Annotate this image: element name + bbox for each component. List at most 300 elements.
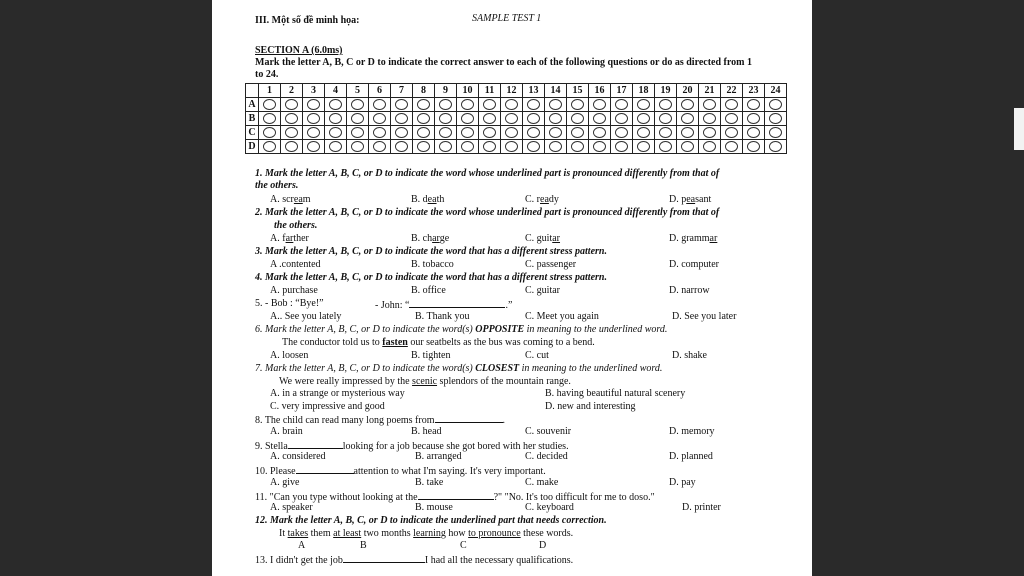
q9-option-d: D. planned	[669, 451, 713, 462]
answer-cell	[523, 126, 545, 140]
grid-column-number: 19	[655, 84, 677, 98]
answer-cell	[721, 126, 743, 140]
answer-bubble[interactable]	[593, 113, 606, 124]
answer-bubble[interactable]	[307, 113, 320, 124]
answer-bubble[interactable]	[351, 127, 364, 138]
q10-stem: 10. Please attention to what I'm saying. It's very important.	[255, 466, 546, 477]
grid-row-label: A	[246, 98, 259, 112]
q12-sentence: It takes them at least two months learning how to pronounce these words.	[279, 528, 574, 539]
answer-cell	[457, 112, 479, 126]
answer-bubble[interactable]	[637, 99, 650, 110]
answer-cell	[369, 112, 391, 126]
answer-bubble[interactable]	[505, 99, 518, 110]
answer-bubble[interactable]	[571, 141, 584, 152]
answer-cell	[457, 140, 479, 154]
answer-bubble[interactable]	[461, 113, 474, 124]
answer-bubble[interactable]	[483, 141, 496, 152]
answer-cell	[347, 140, 369, 154]
answer-bubble[interactable]	[725, 141, 738, 152]
grid-row-label: C	[246, 126, 259, 140]
answer-cell	[611, 112, 633, 126]
answer-bubble[interactable]	[395, 113, 408, 124]
q7-stem: 7. Mark the letter A, B, C, or D to indicate the word(s) CLOSEST in meaning to the underlined word.	[255, 363, 663, 374]
answer-bubble[interactable]	[417, 113, 430, 124]
answer-bubble[interactable]	[307, 127, 320, 138]
answer-bubble[interactable]	[725, 127, 738, 138]
q8-option-a: A. brain	[270, 426, 303, 437]
answer-cell	[743, 98, 765, 112]
answer-bubble[interactable]	[769, 113, 782, 124]
answer-cell	[765, 112, 787, 126]
answer-bubble[interactable]	[703, 113, 716, 124]
answer-cell	[457, 126, 479, 140]
q3-stem: 3. Mark the letter A, B, C, or D to indicate the word that has a different stress pattern.	[255, 246, 607, 257]
answer-bubble[interactable]	[263, 99, 276, 110]
section-a-title: SECTION A (6.0ms)	[255, 45, 343, 56]
answer-bubble[interactable]	[725, 113, 738, 124]
answer-bubble[interactable]	[747, 99, 760, 110]
answer-bubble[interactable]	[373, 113, 386, 124]
answer-cell	[435, 112, 457, 126]
grid-column-number: 18	[633, 84, 655, 98]
answer-cell	[303, 126, 325, 140]
answer-cell	[479, 126, 501, 140]
answer-cell	[479, 140, 501, 154]
answer-bubble[interactable]	[373, 127, 386, 138]
q7-option-b: B. having beautiful natural scenery	[545, 388, 686, 399]
q11-option-d: D. printer	[682, 502, 721, 513]
q4-option-d: D. narrow	[669, 285, 710, 296]
answer-bubble[interactable]	[659, 127, 672, 138]
answer-cell	[347, 98, 369, 112]
q10-option-d: D. pay	[669, 477, 696, 488]
q6-option-d: D. shake	[672, 350, 707, 361]
answer-bubble[interactable]	[461, 141, 474, 152]
answer-cell	[655, 112, 677, 126]
answer-grid	[245, 83, 787, 154]
answer-bubble[interactable]	[593, 127, 606, 138]
answer-cell	[765, 126, 787, 140]
answer-bubble[interactable]	[263, 141, 276, 152]
q6-sentence: The conductor told us to fasten our seatbelts as the bus was coming to a bend.	[282, 337, 595, 348]
answer-cell	[501, 112, 523, 126]
grid-corner	[246, 84, 259, 98]
q2-option-a: A. farther	[270, 233, 309, 244]
answer-cell	[633, 126, 655, 140]
q1-stem: 1. Mark the letter A, B, C, or D to indicate the word whose underlined part is pronounced differently from that of	[255, 168, 720, 179]
answer-bubble[interactable]	[703, 127, 716, 138]
grid-column-number: 6	[369, 84, 391, 98]
q7-option-d: D. new and interesting	[545, 401, 636, 412]
grid-column-number: 24	[765, 84, 787, 98]
answer-bubble[interactable]	[593, 99, 606, 110]
answer-cell	[369, 126, 391, 140]
answer-bubble[interactable]	[637, 113, 650, 124]
q11-option-b: B. mouse	[415, 502, 453, 513]
q12-label-c: C	[460, 540, 467, 551]
answer-cell	[501, 98, 523, 112]
q5-option-d: D. See you later	[672, 311, 737, 322]
answer-cell	[413, 98, 435, 112]
section-a-instruction: Mark the letter A, B, C or D to indicate the correct answer to each of the following questions or do as directed from 1	[255, 57, 752, 68]
answer-cell	[545, 126, 567, 140]
answer-cell	[501, 126, 523, 140]
q1-option-a: A. scream	[270, 194, 311, 205]
q2-stem: 2. Mark the letter A, B, C, or D to indicate the word whose underlined part is pronounced differently from that of	[255, 207, 720, 218]
grid-column-number: 4	[325, 84, 347, 98]
answer-cell	[369, 98, 391, 112]
answer-grid-row	[246, 98, 787, 112]
answer-bubble[interactable]	[549, 99, 562, 110]
answer-bubble[interactable]	[483, 113, 496, 124]
grid-column-number: 11	[479, 84, 501, 98]
q5-option-a: A.. See you lately	[270, 311, 342, 322]
answer-bubble[interactable]	[439, 113, 452, 124]
grid-column-number: 13	[523, 84, 545, 98]
answer-cell	[655, 98, 677, 112]
answer-cell	[303, 112, 325, 126]
q9-option-c: C. decided	[525, 451, 568, 462]
q1-option-b: B. death	[411, 194, 445, 205]
answer-bubble[interactable]	[505, 127, 518, 138]
q5-dialogue-bob: 5. - Bob : “Bye!”	[255, 298, 324, 309]
answer-cell	[743, 126, 765, 140]
answer-cell	[281, 98, 303, 112]
grid-row-label: D	[246, 140, 259, 154]
answer-bubble[interactable]	[417, 99, 430, 110]
answer-cell	[457, 98, 479, 112]
answer-cell	[369, 140, 391, 154]
grid-column-number: 23	[743, 84, 765, 98]
answer-cell	[391, 98, 413, 112]
answer-cell	[765, 98, 787, 112]
answer-bubble[interactable]	[461, 99, 474, 110]
answer-cell	[721, 112, 743, 126]
answer-cell	[699, 126, 721, 140]
answer-bubble[interactable]	[549, 127, 562, 138]
answer-bubble[interactable]	[571, 99, 584, 110]
answer-bubble[interactable]	[329, 113, 342, 124]
answer-cell	[281, 140, 303, 154]
q3-option-d: D. computer	[669, 259, 719, 270]
q12-label-a: A	[298, 540, 306, 551]
grid-column-number: 15	[567, 84, 589, 98]
answer-cell	[347, 126, 369, 140]
answer-bubble[interactable]	[703, 99, 716, 110]
answer-bubble[interactable]	[769, 99, 782, 110]
answer-cell	[347, 112, 369, 126]
q7-option-c: C. very impressive and good	[270, 401, 385, 412]
answer-bubble[interactable]	[747, 113, 760, 124]
q5-option-c: C. Meet you again	[525, 311, 599, 322]
answer-bubble[interactable]	[307, 99, 320, 110]
answer-cell	[699, 140, 721, 154]
answer-bubble[interactable]	[681, 127, 694, 138]
q2-option-c: C. guitar	[525, 233, 561, 244]
answer-cell	[677, 126, 699, 140]
answer-cell	[303, 140, 325, 154]
section-heading: III. Một số đề minh họa:	[255, 15, 360, 26]
answer-cell	[721, 98, 743, 112]
answer-bubble[interactable]	[329, 141, 342, 152]
answer-cell	[743, 112, 765, 126]
q12-label-b: B	[360, 540, 367, 551]
q4-option-c: C. guitar	[525, 285, 560, 296]
answer-bubble[interactable]	[417, 127, 430, 138]
answer-cell	[655, 140, 677, 154]
answer-bubble[interactable]	[439, 99, 452, 110]
answer-cell	[721, 140, 743, 154]
answer-bubble[interactable]	[725, 99, 738, 110]
answer-bubble[interactable]	[549, 113, 562, 124]
grid-row-label: B	[246, 112, 259, 126]
answer-cell	[303, 98, 325, 112]
answer-grid-header	[246, 84, 787, 98]
grid-column-number: 8	[413, 84, 435, 98]
answer-cell	[699, 98, 721, 112]
q6-option-a: A. loosen	[270, 350, 309, 361]
grid-column-number: 2	[281, 84, 303, 98]
answer-bubble[interactable]	[483, 99, 496, 110]
adjacent-window-edge	[1014, 108, 1024, 150]
grid-column-number: 5	[347, 84, 369, 98]
test-title: SAMPLE TEST 1	[472, 13, 542, 24]
answer-cell	[567, 140, 589, 154]
answer-cell	[413, 126, 435, 140]
answer-cell	[633, 112, 655, 126]
answer-bubble[interactable]	[285, 99, 298, 110]
q10-option-c: C. make	[525, 477, 559, 488]
answer-cell	[523, 112, 545, 126]
answer-bubble[interactable]	[747, 141, 760, 152]
section-a-instruction-cont: to 24.	[255, 69, 279, 80]
q8-stem: 8. The child can read many long poems from .	[255, 415, 505, 426]
q8-option-b: B. head	[411, 426, 442, 437]
answer-bubble[interactable]	[527, 99, 540, 110]
q2-stem-cont: the others.	[274, 220, 318, 231]
answer-bubble[interactable]	[637, 127, 650, 138]
q8-option-c: C. souvenir	[525, 426, 572, 437]
q10-option-a: A. give	[270, 477, 300, 488]
q7-sentence: We were really impressed by the scenic splendors of the mountain range.	[279, 376, 571, 387]
answer-cell	[413, 140, 435, 154]
answer-cell	[655, 126, 677, 140]
answer-bubble[interactable]	[681, 141, 694, 152]
answer-bubble[interactable]	[615, 99, 628, 110]
answer-cell	[391, 140, 413, 154]
grid-column-number: 12	[501, 84, 523, 98]
answer-cell	[567, 126, 589, 140]
q8-option-d: D. memory	[669, 426, 715, 437]
answer-bubble[interactable]	[285, 141, 298, 152]
grid-column-number: 14	[545, 84, 567, 98]
answer-cell	[391, 126, 413, 140]
answer-cell	[589, 126, 611, 140]
answer-bubble[interactable]	[659, 99, 672, 110]
q1-stem-cont: the others.	[255, 180, 299, 191]
answer-bubble[interactable]	[329, 99, 342, 110]
answer-bubble[interactable]	[307, 141, 320, 152]
answer-cell	[391, 112, 413, 126]
answer-grid-row	[246, 112, 787, 126]
answer-bubble[interactable]	[395, 141, 408, 152]
q4-stem: 4. Mark the letter A, B, C, or D to indicate the word that has a different stress pattern.	[255, 272, 607, 283]
q10-option-b: B. take	[415, 477, 444, 488]
q3-option-a: A .contented	[270, 259, 321, 270]
q5-dialogue-john: - John: “ .”	[375, 300, 513, 311]
answer-cell	[633, 140, 655, 154]
answer-bubble[interactable]	[659, 141, 672, 152]
answer-cell	[259, 140, 281, 154]
answer-cell	[545, 140, 567, 154]
answer-bubble[interactable]	[681, 99, 694, 110]
answer-cell	[325, 140, 347, 154]
answer-cell	[259, 126, 281, 140]
answer-cell	[699, 112, 721, 126]
answer-cell	[567, 98, 589, 112]
q12-label-d: D	[539, 540, 547, 551]
answer-bubble[interactable]	[527, 141, 540, 152]
q2-option-b: B. charge	[411, 233, 450, 244]
q3-option-b: B. tobacco	[411, 259, 454, 270]
answer-cell	[325, 126, 347, 140]
q11-stem: 11. "Can you type without looking at the ?" "No. It's too difficult for me to doso."	[255, 492, 655, 503]
answer-cell	[611, 126, 633, 140]
answer-bubble[interactable]	[461, 127, 474, 138]
answer-cell	[259, 112, 281, 126]
answer-bubble[interactable]	[351, 99, 364, 110]
answer-bubble[interactable]	[549, 141, 562, 152]
answer-cell	[677, 98, 699, 112]
answer-bubble[interactable]	[681, 113, 694, 124]
q4-option-b: B. office	[411, 285, 446, 296]
answer-grid-row	[246, 126, 787, 140]
answer-bubble[interactable]	[395, 127, 408, 138]
q6-option-b: B. tighten	[411, 350, 451, 361]
q2-option-d: D. grammar	[669, 233, 718, 244]
q3-option-c: C. passenger	[525, 259, 577, 270]
answer-cell	[589, 140, 611, 154]
answer-bubble[interactable]	[747, 127, 760, 138]
answer-bubble[interactable]	[593, 141, 606, 152]
grid-column-number: 22	[721, 84, 743, 98]
q12-stem: 12. Mark the letter A, B, C, or D to indicate the underlined part that needs correction.	[255, 515, 607, 526]
answer-cell	[325, 112, 347, 126]
answer-bubble[interactable]	[637, 141, 650, 152]
answer-bubble[interactable]	[615, 127, 628, 138]
answer-cell	[259, 98, 281, 112]
q13-stem: 13. I didn't get the job I had all the necessary qualifications.	[255, 555, 574, 566]
grid-column-number: 21	[699, 84, 721, 98]
q9-option-b: B. arranged	[415, 451, 462, 462]
answer-bubble[interactable]	[285, 113, 298, 124]
q4-option-a: A. purchase	[270, 285, 318, 296]
grid-column-number: 3	[303, 84, 325, 98]
grid-column-number: 17	[611, 84, 633, 98]
grid-column-number: 16	[589, 84, 611, 98]
q6-stem: 6. Mark the letter A, B, C, or D to indicate the word(s) OPPOSITE in meaning to the underlined word.	[255, 324, 668, 335]
q7-option-a: A. in a strange or mysterious way	[270, 388, 405, 399]
answer-cell	[567, 112, 589, 126]
answer-bubble[interactable]	[659, 113, 672, 124]
q9-option-a: A. considered	[270, 451, 326, 462]
answer-bubble[interactable]	[769, 127, 782, 138]
answer-cell	[281, 126, 303, 140]
answer-cell	[611, 98, 633, 112]
answer-grid-row	[246, 140, 787, 154]
answer-bubble[interactable]	[527, 127, 540, 138]
answer-cell	[545, 98, 567, 112]
answer-bubble[interactable]	[439, 141, 452, 152]
grid-column-number: 1	[259, 84, 281, 98]
q11-option-a: A. speaker	[270, 502, 313, 513]
answer-cell	[545, 112, 567, 126]
answer-bubble[interactable]	[263, 113, 276, 124]
answer-cell	[501, 140, 523, 154]
answer-bubble[interactable]	[703, 141, 716, 152]
answer-bubble[interactable]	[571, 127, 584, 138]
answer-cell	[281, 112, 303, 126]
q11-option-c: C. keyboard	[525, 502, 574, 513]
answer-cell	[765, 140, 787, 154]
answer-bubble[interactable]	[571, 113, 584, 124]
answer-bubble[interactable]	[285, 127, 298, 138]
answer-cell	[325, 98, 347, 112]
answer-bubble[interactable]	[439, 127, 452, 138]
q5-option-b: B. Thank you	[415, 311, 470, 322]
answer-cell	[479, 112, 501, 126]
q1-option-d: D. peasant	[669, 194, 712, 205]
answer-bubble[interactable]	[351, 113, 364, 124]
answer-cell	[589, 112, 611, 126]
answer-bubble[interactable]	[351, 141, 364, 152]
answer-cell	[435, 98, 457, 112]
answer-cell	[677, 140, 699, 154]
answer-cell	[435, 140, 457, 154]
answer-bubble[interactable]	[505, 113, 518, 124]
answer-cell	[523, 98, 545, 112]
answer-cell	[589, 98, 611, 112]
answer-cell	[633, 98, 655, 112]
answer-bubble[interactable]	[505, 141, 518, 152]
q6-option-c: C. cut	[525, 350, 549, 361]
answer-bubble[interactable]	[395, 99, 408, 110]
answer-cell	[479, 98, 501, 112]
grid-column-number: 7	[391, 84, 413, 98]
q9-stem: 9. Stella looking for a job because she got bored with her studies.	[255, 441, 569, 452]
q1-option-c: C. ready	[525, 194, 559, 205]
document-page	[212, 0, 812, 576]
answer-cell	[435, 126, 457, 140]
answer-bubble[interactable]	[769, 141, 782, 152]
answer-bubble[interactable]	[373, 141, 386, 152]
answer-bubble[interactable]	[615, 113, 628, 124]
answer-bubble[interactable]	[263, 127, 276, 138]
answer-cell	[413, 112, 435, 126]
answer-bubble[interactable]	[417, 141, 430, 152]
answer-cell	[523, 140, 545, 154]
answer-cell	[677, 112, 699, 126]
answer-bubble[interactable]	[373, 99, 386, 110]
answer-bubble[interactable]	[483, 127, 496, 138]
answer-cell	[611, 140, 633, 154]
answer-cell	[743, 140, 765, 154]
answer-bubble[interactable]	[527, 113, 540, 124]
answer-bubble[interactable]	[329, 127, 342, 138]
grid-column-number: 10	[457, 84, 479, 98]
grid-column-number: 9	[435, 84, 457, 98]
answer-bubble[interactable]	[615, 141, 628, 152]
